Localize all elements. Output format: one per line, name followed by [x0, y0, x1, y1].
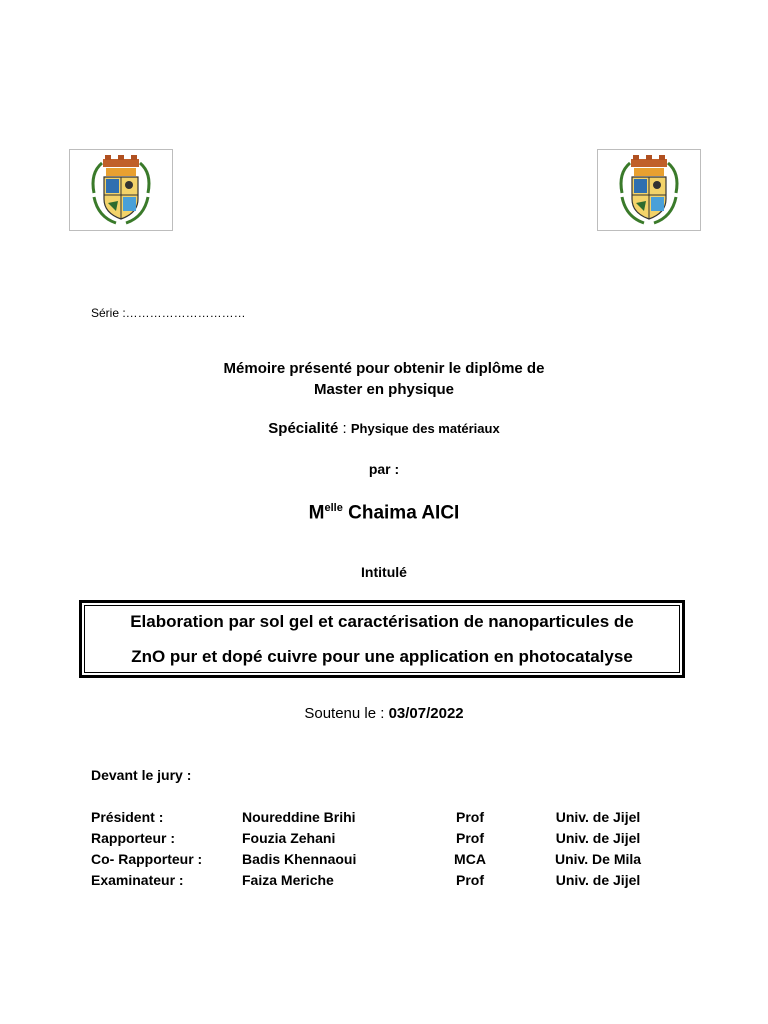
jury-row [91, 806, 678, 827]
author-fullname: Chaima AICI [342, 502, 460, 524]
specialite-label: Spécialité [268, 420, 339, 437]
jury-table [91, 806, 678, 890]
emblem-icon [614, 153, 684, 227]
jury-role: Président : [91, 808, 164, 825]
jury-univ: Univ. de Jijel [555, 829, 641, 846]
jury-name: Badis Khennaoui [242, 850, 357, 867]
jury-row [91, 848, 678, 869]
memoire-line-1: Mémoire présenté pour obtenir le diplôme de [223, 360, 545, 377]
thesis-title-line-1: Elaboration par sol gel et caractérisation de nanoparticules de [130, 612, 634, 631]
specialite [0, 420, 768, 437]
jury-grade: Prof [456, 829, 484, 846]
jury-name: Faiza Meriche [242, 871, 334, 888]
jury-grade: Prof [456, 808, 484, 825]
intitule-label: Intitulé [361, 564, 407, 580]
jury-grade: MCA [454, 850, 486, 867]
defense-label: Soutenu le : [304, 705, 389, 722]
jury-row [91, 827, 678, 848]
author-prefix: M [308, 502, 325, 524]
thesis-title-line-2: ZnO pur et dopé cuivre pour une application en photocatalyse [131, 647, 633, 666]
thesis-title [84, 605, 680, 673]
defense-date [0, 705, 768, 722]
jury-univ: Univ. de Jijel [555, 808, 641, 825]
thesis-title-box [79, 600, 685, 678]
university-logo-left [69, 149, 173, 231]
jury-name: Noureddine Brihi [242, 808, 356, 825]
defense-date-value: 03/07/2022 [388, 705, 464, 722]
jury-grade: Prof [456, 871, 484, 888]
author-name [0, 502, 768, 524]
university-logo-right [597, 149, 701, 231]
specialite-separator: : [338, 420, 351, 437]
jury-role: Co- Rapporteur : [91, 850, 203, 867]
par-label: par : [368, 461, 400, 477]
jury-name: Fouzia Zehani [242, 829, 336, 846]
serie-label: Série :………………………… [91, 306, 246, 320]
jury-role: Rapporteur : [91, 829, 175, 846]
jury-role: Examinateur : [91, 871, 184, 888]
jury-row [91, 869, 678, 890]
specialite-value: Physique des matériaux [350, 421, 500, 436]
memoire-line-2: Master en physique [313, 381, 455, 398]
author-prefix-sup: elle [324, 502, 343, 514]
jury-univ: Univ. de Jijel [555, 871, 641, 888]
jury-univ: Univ. De Mila [554, 850, 642, 867]
emblem-icon [86, 153, 156, 227]
jury-heading: Devant le jury : [91, 767, 192, 783]
